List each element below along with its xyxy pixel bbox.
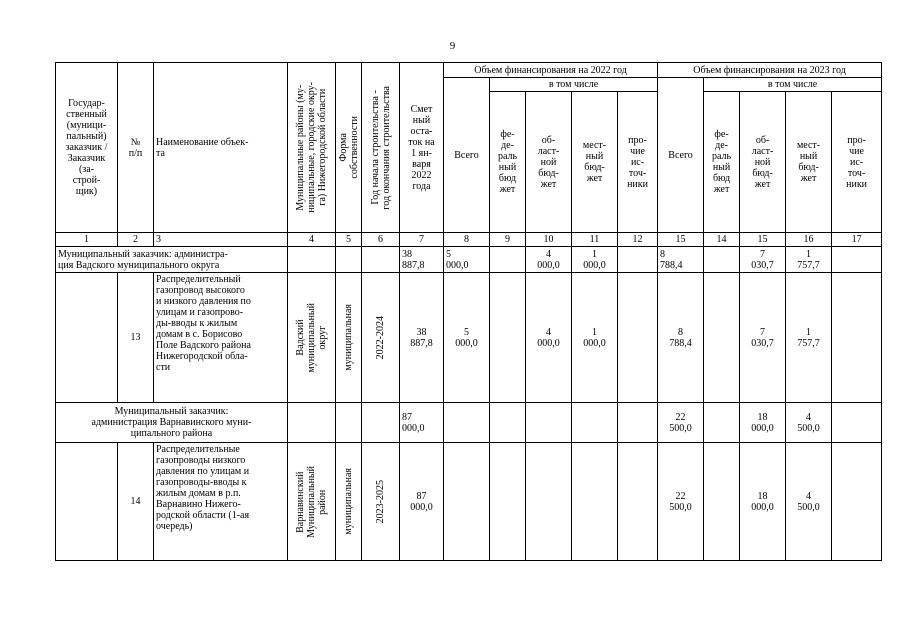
- item-2023-local: 1 757,7: [786, 273, 832, 403]
- header-2023-local: мест- ный бюд- жет: [786, 92, 832, 233]
- financing-2023-total: 8 788,4: [658, 247, 704, 273]
- item-2023-oblast: 7 030,7: [740, 273, 786, 403]
- item-years: 2023-2025: [362, 443, 400, 561]
- financing-2022-total: 5 000,0: [444, 247, 490, 273]
- financing-2023-oblast: 18 000,0: [740, 403, 786, 443]
- estimate-balance: 38 887,8: [400, 247, 444, 273]
- item-name: Распределительный газопровод высокого и низкого давления по улицам и газопрово- ды-вводы к жилым домам в с. Борисово Поле Вадского района Нижегородской обла- сти: [154, 273, 288, 403]
- header-2023-including: в том числе: [704, 78, 882, 92]
- item-2022-total: 5 000,0: [444, 273, 490, 403]
- header-financing-2022: Объем финансирования на 2022 год: [444, 63, 658, 78]
- header-estimate-balance: Смет ный оста- ток на 1 ян- варя 2022 года: [400, 63, 444, 233]
- header-object-name: Наименование объек- та: [154, 63, 288, 233]
- header-2022-oblast: об- ласт- ной бюд- жет: [526, 92, 572, 233]
- table-row: [56, 443, 882, 561]
- item-district: Вадский муниципальный округ: [288, 273, 336, 403]
- item-district: Варнавинский Муниципальный район: [288, 443, 336, 561]
- header-2023-total: Всего: [658, 78, 704, 233]
- header-financing-2023: Объем финансирования на 2023 год: [658, 63, 882, 78]
- customer-name: Муниципальный заказчик: администра- ция Вадского муниципального округа: [56, 247, 288, 273]
- column-number: 2: [118, 233, 154, 247]
- header-2023-oblast: об- ласт- ной бюд- жет: [740, 92, 786, 233]
- column-number: 16: [786, 233, 832, 247]
- table-row: [56, 273, 882, 403]
- header-years: Год начала строительства - год окончания строительства: [362, 63, 400, 233]
- header-district: Муниципальные районы (му- ниципальные, городские окру- га) Нижегородской области: [288, 63, 336, 233]
- financing-2023-oblast: 7 030,7: [740, 247, 786, 273]
- header-2022-other: про- чие ис- точ- ники: [618, 92, 658, 233]
- financing-table: [55, 62, 882, 561]
- column-number: 15: [658, 233, 704, 247]
- header-2022-local: мест- ный бюд- жет: [572, 92, 618, 233]
- item-2023-oblast: 18 000,0: [740, 443, 786, 561]
- column-number: 5: [336, 233, 362, 247]
- column-number: 10: [526, 233, 572, 247]
- financing-2022-local: 1 000,0: [572, 247, 618, 273]
- financing-2022-oblast: 4 000,0: [526, 247, 572, 273]
- column-number: 11: [572, 233, 618, 247]
- item-2023-total: 22 500,0: [658, 443, 704, 561]
- item-estimate-balance: 38 887,8: [400, 273, 444, 403]
- item-ownership: муниципальная: [336, 273, 362, 403]
- customer-row: [56, 247, 882, 273]
- financing-2023-local: 1 757,7: [786, 247, 832, 273]
- item-ownership: муниципальная: [336, 443, 362, 561]
- header-2022-federal: фе- де- раль ный бюд жет: [490, 92, 526, 233]
- header-2022-total: Всего: [444, 78, 490, 233]
- customer-name: Муниципальный заказчик: администрация Варнавинского муни- ципального района: [56, 403, 288, 443]
- customer-row: [56, 403, 882, 443]
- estimate-balance: 87 000,0: [400, 403, 444, 443]
- column-number: 12: [618, 233, 658, 247]
- header-2022-including: в том числе: [490, 78, 658, 92]
- column-number: 17: [832, 233, 882, 247]
- column-number: 9: [490, 233, 526, 247]
- page-number: 9: [449, 40, 456, 52]
- header-ownership: Форма собственности: [336, 63, 362, 233]
- column-number: 6: [362, 233, 400, 247]
- item-estimate-balance: 87 000,0: [400, 443, 444, 561]
- column-number: 4: [288, 233, 336, 247]
- item-2022-oblast: 4 000,0: [526, 273, 572, 403]
- financing-2023-local: 4 500,0: [786, 403, 832, 443]
- header-number: № п/п: [118, 63, 154, 233]
- item-2023-total: 8 788,4: [658, 273, 704, 403]
- column-number: 7: [400, 233, 444, 247]
- column-number: 3: [154, 233, 288, 247]
- item-2022-local: 1 000,0: [572, 273, 618, 403]
- header-2023-other: про- чие ис- точ- ники: [832, 92, 882, 233]
- header-2023-federal: фе- де- раль ный бюд жет: [704, 92, 740, 233]
- header-customer: Государ- ственный (муници- пальный) заказчик / Заказчик (за- строй- щик): [56, 63, 118, 233]
- column-number: 15: [740, 233, 786, 247]
- column-numbers-row: [56, 233, 882, 247]
- item-number: 13: [118, 273, 154, 403]
- item-number: 14: [118, 443, 154, 561]
- column-number: 1: [56, 233, 118, 247]
- item-years: 2022-2024: [362, 273, 400, 403]
- column-number: 8: [444, 233, 490, 247]
- column-number: 14: [704, 233, 740, 247]
- item-name: Распределительные газопроводы низкого давления по улицам и газопроводы-вводы к жилым домам в р.п. Варнавино Нижего- родской области (1-ая очередь): [154, 443, 288, 561]
- item-2023-local: 4 500,0: [786, 443, 832, 561]
- financing-2023-total: 22 500,0: [658, 403, 704, 443]
